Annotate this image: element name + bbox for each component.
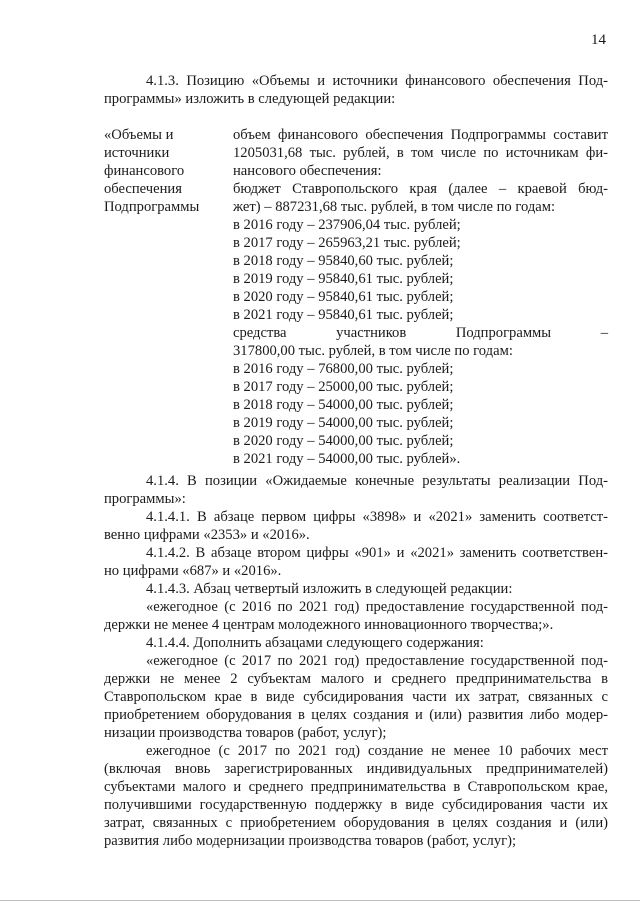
table-right-column xyxy=(233,126,608,468)
table-right-line: бюджет Ставропольского края (далее – краевой бюд- xyxy=(233,181,608,197)
body-line: 4.1.4.1. В абзаце первом цифры «3898» и «2021» заменить соответст- xyxy=(146,509,608,525)
table-right-line: 317800,00 тыс. рублей, в том числе по годам: xyxy=(233,343,513,359)
table-right-line: в 2016 году – 237906,04 тыс. рублей; xyxy=(233,217,461,233)
body-line: 4.1.4.2. В абзаце втором цифры «901» и «2021» заменить соответствен- xyxy=(146,545,608,561)
table-right-line: нансового обеспечения: xyxy=(233,163,382,179)
body-line: получившими государственную поддержку в виде субсидирования части их xyxy=(104,797,608,813)
table-right-line: в 2018 году – 54000,00 тыс. рублей; xyxy=(233,397,454,413)
table-right-line: в 2019 году – 95840,61 тыс. рублей; xyxy=(233,271,454,287)
table-right-line: в 2021 году – 95840,61 тыс. рублей; xyxy=(233,307,454,323)
body-line: субъектами малого и среднего предпринимательства в Ставропольском крае, xyxy=(104,779,608,795)
table-left-line: Подпрограммы xyxy=(104,199,200,215)
table-right-line: объем финансового обеспечения Подпрограммы составит xyxy=(233,127,608,143)
body-line: программы»: xyxy=(104,491,186,507)
body-line: держки не менее 4 центрам молодежного инновационного творчества;». xyxy=(104,617,554,633)
body-line: Ставропольском крае в виде субсидирования части их затрат, связанных с xyxy=(104,689,608,705)
amendments-body xyxy=(104,472,608,850)
page-bottom-rule xyxy=(0,900,640,901)
table-right-line: в 2020 году – 54000,00 тыс. рублей; xyxy=(233,433,454,449)
table-right-line: жет) – 887231,68 тыс. рублей, в том числе по годам: xyxy=(233,199,556,215)
table-left-line: источники xyxy=(104,145,170,161)
table-left-line: обеспечения xyxy=(104,181,182,197)
table-right-line: средства участников Подпрограммы – xyxy=(233,325,608,341)
table-right-line: в 2017 году – 265963,21 тыс. рублей; xyxy=(233,235,461,251)
body-line: но цифрами «687» и «2016». xyxy=(104,563,282,579)
table-right-line: в 2020 году – 95840,61 тыс. рублей; xyxy=(233,289,454,305)
body-line: 4.1.4. В позиции «Ожидаемые конечные результаты реализации Под- xyxy=(146,473,608,489)
intro-paragraph xyxy=(104,72,608,108)
body-line: «ежегодное (с 2016 по 2021 год) предоставление государственной под- xyxy=(146,599,608,615)
table-right-line: в 2021 году – 54000,00 тыс. рублей». xyxy=(233,451,461,467)
body-line: 4.1.4.4. Дополнить абзацами следующего содержания: xyxy=(146,635,484,651)
table-right-line: 1205031,68 тыс. рублей, в том числе по источникам фи- xyxy=(233,145,608,161)
table-left-column xyxy=(104,126,224,216)
body-line: затрат, связанных с приобретением оборудования в целях создания и (или) xyxy=(104,815,608,831)
body-line: развития либо модернизации производства товаров (работ, услуг); xyxy=(104,833,517,849)
body-line: низации производства товаров (работ, услуг); xyxy=(104,725,387,741)
table-left-line: финансового xyxy=(104,163,185,179)
body-line: ежегодное (с 2017 по 2021 год) создание не менее 10 рабочих мест xyxy=(146,743,608,759)
body-line: (включая вновь зарегистрированных индивидуальных предпринимателей) xyxy=(104,761,608,777)
intro-line: программы» изложить в следующей редакции: xyxy=(104,91,396,107)
table-right-line: в 2019 году – 54000,00 тыс. рублей; xyxy=(233,415,454,431)
table-right-line: в 2018 году – 95840,60 тыс. рублей; xyxy=(233,253,454,269)
page-number: 14 xyxy=(591,32,606,48)
body-line: «ежегодное (с 2017 по 2021 год) предоставление государственной под- xyxy=(146,653,608,669)
intro-line: 4.1.3. Позицию «Объемы и источники финансового обеспечения Под- xyxy=(146,73,608,89)
table-left-line: «Объемы и xyxy=(104,127,174,143)
body-line: приобретением оборудования в целях создания и (или) развития либо модер- xyxy=(104,707,608,723)
body-line: 4.1.4.3. Абзац четвертый изложить в следующей редакции: xyxy=(146,581,513,597)
table-right-line: в 2017 году – 25000,00 тыс. рублей; xyxy=(233,379,454,395)
table-right-line: в 2016 году – 76800,00 тыс. рублей; xyxy=(233,361,454,377)
body-line: держки не менее 2 субъектам малого и среднего предпринимательства в xyxy=(104,671,608,687)
body-line: венно цифрами «2353» и «2016». xyxy=(104,527,310,543)
